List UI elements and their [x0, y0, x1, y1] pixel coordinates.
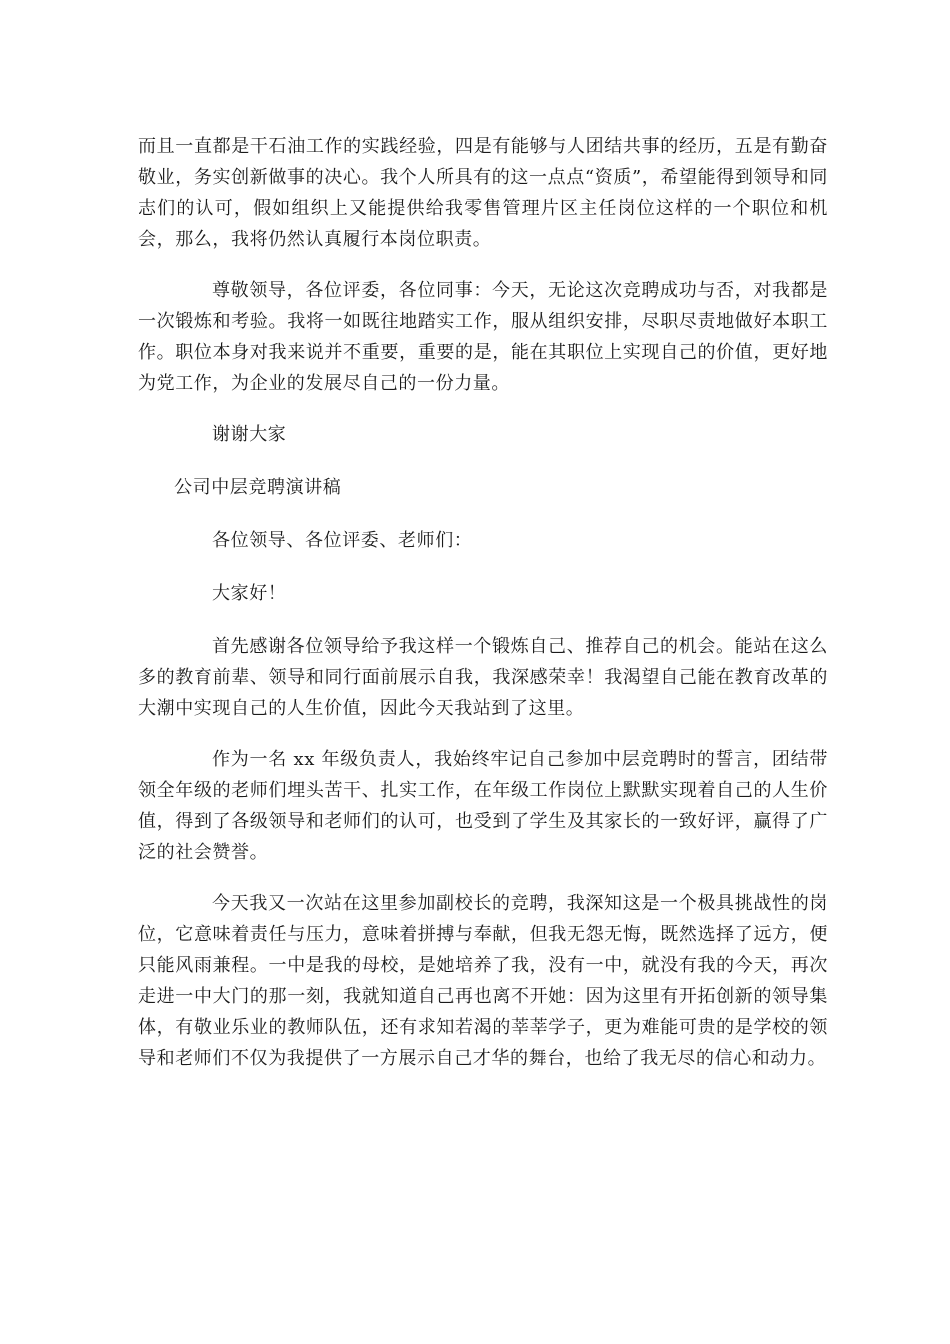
paragraph-closing-remarks: 尊敬领导，各位评委，各位同事：今天，无论这次竞聘成功与否，对我都是一次锻炼和考验。我将一如既往地踏实工作，服从组织安排，尽职尽责地做好本职工作。职位本身对我来说并不重要，重要的是，能在其职位上实现自己的价值，更好地为党工作，为企业的发展尽自己的一份力量。 [138, 280, 828, 394]
paragraph-motivation: 今天我又一次站在这里参加副校长的竞聘，我深知这是一个极具挑战性的岗位，它意味着责任与压力，意味着拼搏与奉献，但我无怨无悔，既然选择了远方，便只能风雨兼程。一中是我的母校，是她培养了我，没有一中，就没有我的今天，再次走进一中大门的那一刻，我就知道自己再也离不开她：因为这里有开拓创新的领导集体，有敬业乐业的教师队伍，还有求知若渴的莘莘学子，更为难能可贵的是学校的领导和老师们不仅为我提供了一方展示自己才华的舞台，也给了我无尽的信心和动力。 [138, 893, 828, 1069]
paragraph-introduction: 首先感谢各位领导给予我这样一个锻炼自己、推荐自己的机会。能站在这么多的教育前辈、领导和同行面前展示自我，我深感荣幸！我渴望自己能在教育改革的大潮中实现自己的人生价值，因此今天我站到了这里。 [138, 636, 828, 719]
speech-title: 公司中层竞聘演讲稿 [174, 477, 342, 498]
thanks-line: 谢谢大家 [212, 424, 287, 445]
paragraph-continuation: 而且一直都是干石油工作的实践经验，四是有能够与人团结共事的经历，五是有勤奋敬业，务实创新做事的决心。我个人所具有的这一点点“资质”，希望能得到领导和同志们的认可，假如组织上又能提供给我零售管理片区主任岗位这样的一个职位和机会，那么，我将仍然认真履行本岗位职责。 [138, 136, 828, 250]
paragraph-experience: 作为一名 xx 年级负责人，我始终牢记自己参加中层竞聘时的誓言，团结带领全年级的老师们埋头苦干、扎实工作，在年级工作岗位上默默实现着自己的人生价值，得到了各级领导和老师们的认可，也受到了学生及其家长的一致好评，赢得了广泛的社会赞誉。 [138, 749, 828, 863]
document-body [138, 131, 828, 1094]
salutation: 各位领导、各位评委、老师们： [212, 530, 473, 551]
greeting: 大家好！ [212, 583, 287, 604]
